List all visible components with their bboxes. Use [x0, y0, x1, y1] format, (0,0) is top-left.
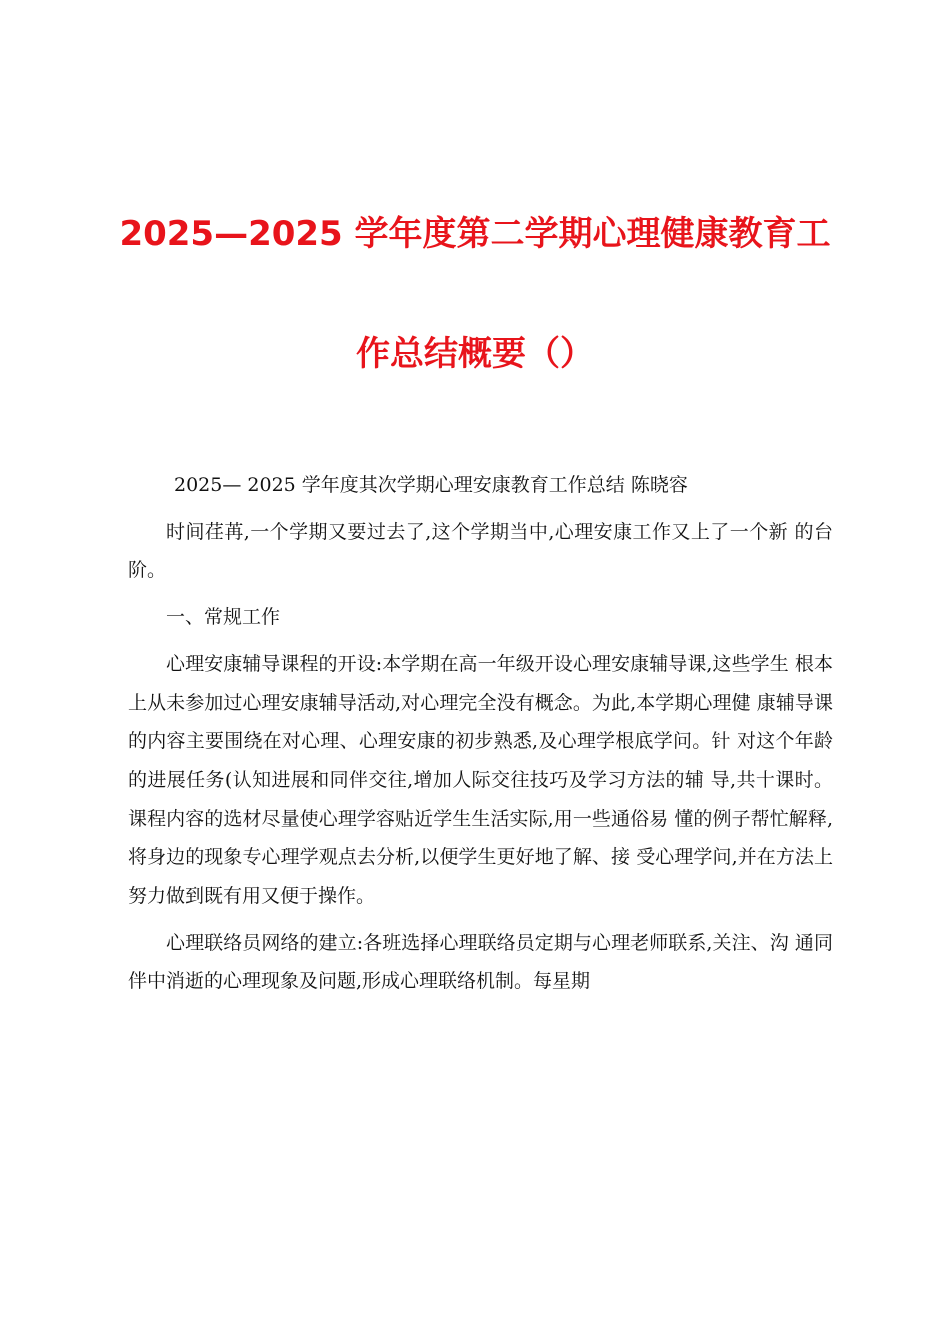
- body-paragraph: 心理联络员网络的建立:各班选择心理联络员定期与心理老师联系,关注、沟 通同伴中消逝的心理现象及问题,形成心理联络机制。每星期: [128, 931, 833, 993]
- document-body: [128, 466, 833, 1009]
- byline-paragraph: 2025— 2025 学年度其次学期心理安康教育工作总结 陈晓容: [174, 474, 688, 496]
- intro-paragraph: 时间荏苒,一个学期又要过去了,这个学期当中,心理安康工作又上了一个新 的台阶。: [128, 520, 833, 582]
- document-title-line-1: 2025—2025 学年度第二学期心理健康教育工: [119, 214, 831, 254]
- body-paragraph: 心理安康辅导课程的开设:本学期在高一年级开设心理安康辅导课,这些学生 根本上从未参加过心理安康辅导活动,对心理完全没有概念。为此,本学期心理健 康辅导课的内容主要围绕在对心理、心理安康的初步熟悉,及心理学根底学问。针 对这个年龄的进展任务(认知进展和同伴交往,增加人际交往技巧及学习方法的辅 导,共十课时。课程内容的选材尽量使心理学容贴近学生生活实际,用一些通俗易 懂的例子帮忙解释,将身边的现象专心理学观点去分析,以便学生更好地了解、接 受心理学问,并在方法上努力做到既有用又便于操作。: [128, 652, 833, 908]
- section-heading: 一、常规工作: [166, 606, 281, 629]
- document-title-line-2: 作总结概要（）: [356, 334, 594, 374]
